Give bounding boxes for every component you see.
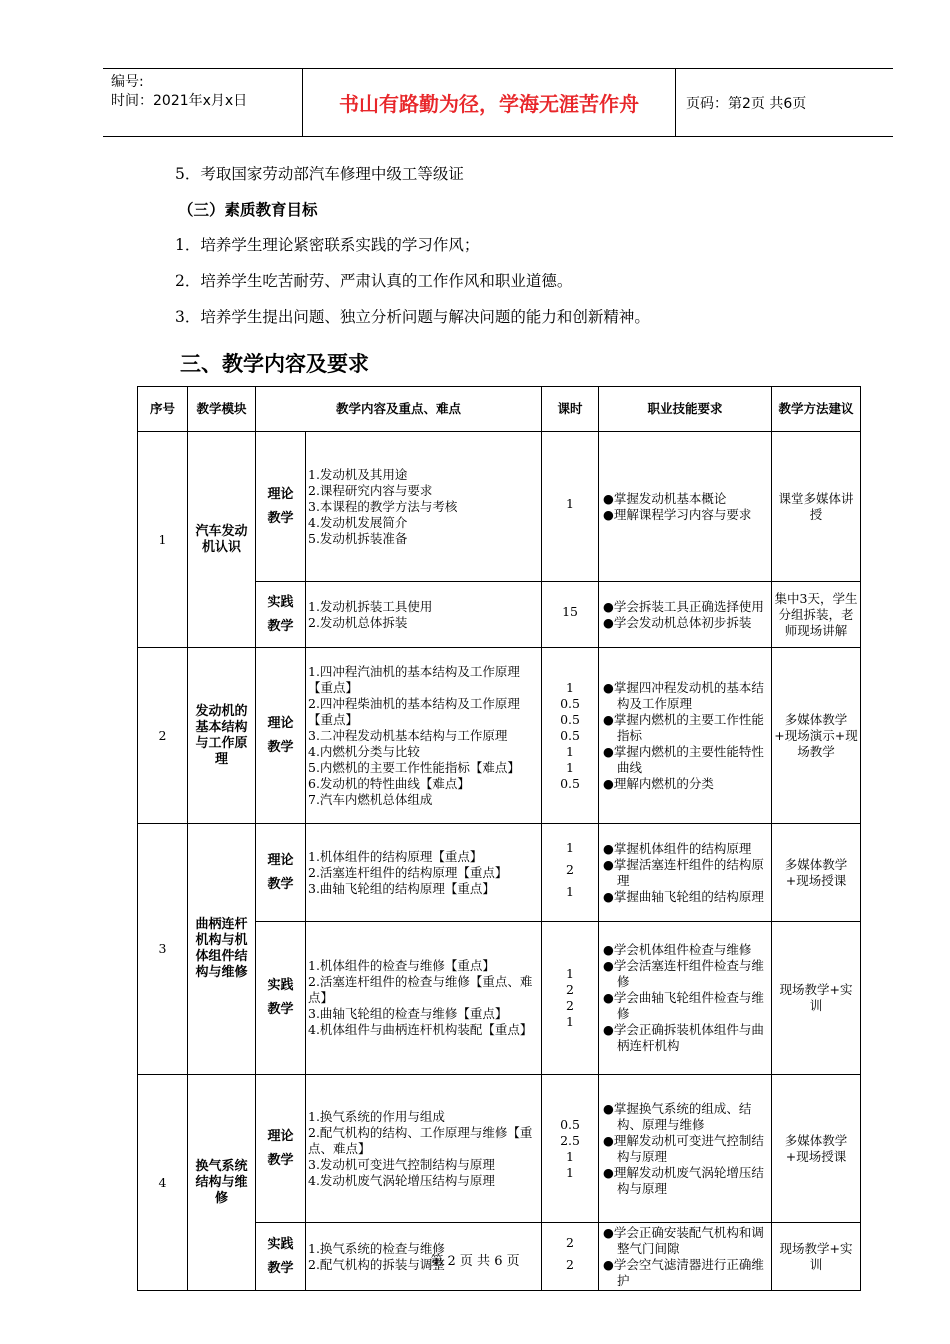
- hours-value: 0.5: [560, 711, 580, 727]
- teaching-type-line: 理论: [267, 852, 294, 868]
- skills-cell: [599, 1075, 772, 1223]
- hours-value: 2: [566, 1256, 574, 1272]
- hours-value: 1: [566, 966, 574, 981]
- skills-cell: [599, 922, 772, 1075]
- quality-goal-3: 3．培养学生提出问题、独立分析问题与解决问题的能力和创新精神。: [175, 308, 650, 326]
- skill-item: ●学会发动机总体初步拆装: [603, 614, 752, 630]
- teaching-type: [256, 824, 306, 922]
- teaching-type-line: 教学: [267, 739, 294, 755]
- col-module: 教学模块: [188, 387, 256, 432]
- content-cell: [306, 648, 542, 824]
- teaching-type-line: 教学: [267, 1152, 294, 1168]
- skill-item: ●学会拆装工具正确选择使用: [603, 598, 764, 614]
- content-cell: [306, 824, 542, 922]
- number-label: 编号:: [111, 74, 144, 90]
- skill-item: ●理解内燃机的分类: [603, 775, 714, 791]
- content-cell: [306, 1075, 542, 1223]
- row-number: 3: [138, 824, 188, 1075]
- row-number: 2: [138, 648, 188, 824]
- teaching-type-line: 理论: [267, 715, 294, 731]
- module-name: 曲柄连杆机构与机体组件结构与维修: [188, 824, 256, 1075]
- hours-value: 1: [566, 679, 574, 695]
- time-label: 时间：2021年x月x日: [111, 93, 248, 109]
- method-cell: 多媒体教学+现场授课: [772, 824, 861, 922]
- hours-value: 1: [566, 743, 574, 759]
- hours-value: 0.5: [560, 727, 580, 743]
- skill-item: ●掌握活塞连杆组件的结构原理: [603, 856, 764, 888]
- table-row: [138, 648, 861, 824]
- hours-value: 2: [566, 982, 574, 997]
- content-item: 4.发动机废气涡轮增压结构与原理: [308, 1172, 495, 1188]
- skill-item: ●学会活塞连杆组件检查与维修: [603, 958, 764, 989]
- hours-value: 1: [566, 495, 574, 511]
- method-cell: 现场教学+实训: [772, 922, 861, 1075]
- content-item: 2.课程研究内容与要求: [308, 482, 433, 498]
- content-item: 7.汽车内燃机总体组成: [308, 791, 433, 807]
- teaching-type-line: 实践: [267, 594, 294, 610]
- hours-value: 2.5: [560, 1132, 580, 1148]
- teaching-type-line: 教学: [267, 510, 294, 526]
- skill-item: ●掌握发动机基本概论: [603, 490, 727, 506]
- content-item: 3.曲轴飞轮组的结构原理【重点】: [308, 880, 495, 896]
- content-item: 1.机体组件的结构原理【重点】: [308, 848, 483, 864]
- quality-goal-2: 2．培养学生吃苦耐劳、严肃认真的工作作风和职业道德。: [175, 272, 573, 290]
- skill-item: ●学会正确拆装机体组件与曲柄连杆机构: [603, 1022, 764, 1053]
- curriculum-table: [137, 386, 861, 1291]
- goal-line-5: 5．考取国家劳动部汽车修理中级工等级证: [175, 165, 464, 183]
- hours-value: 2: [566, 998, 574, 1013]
- hours-cell: [542, 648, 599, 824]
- module-name: 汽车发动机认识: [188, 432, 256, 648]
- teaching-type-line: 教学: [267, 618, 294, 634]
- skill-item: ●学会正确安装配气机构和调整气门间隙: [603, 1224, 764, 1256]
- skill-item: ●理解发动机废气涡轮增压结构与原理: [603, 1164, 764, 1196]
- teaching-type: [256, 432, 306, 582]
- table-body: [138, 432, 861, 1291]
- skill-item: ●掌握四冲程发动机的基本结构及工作原理: [603, 679, 764, 711]
- content-item: 5.发动机拆装准备: [308, 530, 408, 546]
- content-item: 1.换气系统的检查与维修: [308, 1240, 445, 1256]
- content-item: 3.曲轴飞轮组的检查与维修【重点】: [308, 1006, 508, 1021]
- content-item: 4.内燃机分类与比较: [308, 743, 420, 759]
- hours-value: 1: [566, 1014, 574, 1029]
- teaching-type: [256, 922, 306, 1075]
- hours-cell: [542, 432, 599, 582]
- content-item: 3.本课程的教学方法与考核: [308, 498, 458, 514]
- content-item: 2.四冲程柴油机的基本结构及工作原理【重点】: [308, 695, 520, 727]
- hours-cell: [542, 922, 599, 1075]
- teaching-type-line: 实践: [267, 978, 294, 993]
- skills-cell: [599, 824, 772, 922]
- skills-cell: [599, 432, 772, 582]
- method-cell: 集中3天，学生分组拆装，老师现场讲解: [772, 582, 861, 648]
- content-cell: [306, 582, 542, 648]
- hours-value: 0.5: [560, 775, 580, 791]
- module-name: 换气系统结构与维修: [188, 1075, 256, 1291]
- content-cell: [306, 922, 542, 1075]
- row-number: 4: [138, 1075, 188, 1291]
- skill-item: ●掌握机体组件的结构原理: [603, 840, 752, 856]
- content-item: 3.发动机可变进气控制结构与原理: [308, 1156, 495, 1172]
- skill-item: ●学会曲轴飞轮组件检查与维修: [603, 990, 764, 1021]
- content-item: 1.发动机拆装工具使用: [308, 598, 433, 614]
- content-item: 1.四冲程汽油机的基本结构及工作原理【重点】: [308, 663, 520, 695]
- col-method: 教学方法建议: [772, 387, 861, 432]
- hours-cell: [542, 824, 599, 922]
- quality-goal-1: 1．培养学生理论紧密联系实践的学习作风；: [175, 236, 480, 254]
- content-item: 6.发动机的特性曲线【难点】: [308, 775, 470, 791]
- hours-cell: [542, 1075, 599, 1223]
- teaching-type-line: 教学: [267, 1002, 294, 1017]
- skill-item: ●理解课程学习内容与要求: [603, 506, 752, 522]
- hours-value: 2: [566, 861, 574, 877]
- table-row: [138, 824, 861, 922]
- page-footer: 第 2 页 共 6 页: [430, 1254, 520, 1269]
- method-cell: 多媒体教学+现场演示+现场教学: [772, 648, 861, 824]
- skill-item: ●掌握内燃机的主要性能特性曲线: [603, 743, 764, 775]
- hours-value: 1: [566, 1164, 574, 1180]
- hours-value: 1: [566, 839, 574, 855]
- content-item: 4.发动机发展简介: [308, 514, 408, 530]
- hours-value: 0.5: [560, 1116, 580, 1132]
- teaching-type-line: 理论: [267, 1128, 294, 1144]
- hours-value: 0.5: [560, 695, 580, 711]
- page-indicator: 页码：第2页 共6页: [686, 95, 807, 112]
- content-cell: [306, 432, 542, 582]
- method-cell: 现场教学+实训: [772, 1223, 861, 1291]
- table-header-row: [138, 387, 861, 432]
- content-item: 1.换气系统的作用与组成: [308, 1108, 445, 1124]
- content-item: 4.机体组件与曲柄连杆机构装配【重点】: [308, 1022, 533, 1037]
- content-item: 1.机体组件的检查与维修【重点】: [308, 958, 495, 973]
- hours-value: 1: [566, 883, 574, 899]
- teaching-type: [256, 648, 306, 824]
- section-3-title: （三）素质教育目标: [178, 201, 318, 219]
- skill-item: ●掌握换气系统的组成、结构、原理与维修: [603, 1100, 752, 1132]
- content-item: 2.活塞连杆组件的结构原理【重点】: [308, 864, 508, 880]
- teaching-type: [256, 582, 306, 648]
- skill-item: ●掌握内燃机的主要工作性能指标: [603, 711, 764, 743]
- content-item: 1.发动机及其用途: [308, 466, 408, 482]
- skill-item: ●理解发动机可变进气控制结构与原理: [603, 1132, 764, 1164]
- hours-cell: [542, 582, 599, 648]
- teaching-type-line: 理论: [267, 486, 294, 502]
- hours-value: 2: [566, 1234, 574, 1250]
- col-hours: 课时: [542, 387, 599, 432]
- teaching-type-line: 教学: [267, 876, 294, 892]
- section-title: 三、教学内容及要求: [180, 352, 369, 376]
- skills-cell: [599, 582, 772, 648]
- content-item: 5.内燃机的主要工作性能指标【难点】: [308, 759, 520, 775]
- teaching-type-line: 教学: [267, 1260, 294, 1276]
- col-skills: 职业技能要求: [599, 387, 772, 432]
- teaching-type-line: 实践: [267, 1236, 294, 1252]
- teaching-type: [256, 1075, 306, 1223]
- hours-value: 1: [566, 759, 574, 775]
- row-number: 1: [138, 432, 188, 648]
- col-content: 教学内容及重点、难点: [256, 387, 542, 432]
- table-row: [138, 432, 861, 582]
- header-meta: [103, 69, 303, 136]
- skill-item: ●掌握曲轴飞轮组的结构原理: [603, 888, 764, 904]
- content-item: 2.配气机构的结构、工作原理与维修【重点、难点】: [308, 1124, 533, 1156]
- header-motto: 书山有路勤为径，学海无涯苦作舟: [303, 69, 676, 136]
- content-item: 3.二冲程发动机基本结构与工作原理: [308, 727, 508, 743]
- content-item: 2.活塞连杆组件的检查与维修【重点、难点】: [308, 974, 533, 1005]
- content-item: 2.配气机构的拆装与调整: [308, 1256, 445, 1272]
- method-cell: 课堂多媒体讲授: [772, 432, 861, 582]
- skill-item: ●学会空气滤清器进行正确维护: [603, 1256, 764, 1288]
- hours-value: 15: [562, 603, 578, 619]
- skill-item: ●学会机体组件检查与维修: [603, 942, 752, 957]
- col-no: 序号: [138, 387, 188, 432]
- method-cell: 多媒体教学+现场授课: [772, 1075, 861, 1223]
- page-header: [103, 68, 893, 137]
- hours-value: 1: [566, 1148, 574, 1164]
- module-name: 发动机的基本结构与工作原理: [188, 648, 256, 824]
- skills-cell: [599, 648, 772, 824]
- table-row: [138, 1075, 861, 1223]
- content-item: 2.发动机总体拆装: [308, 614, 408, 630]
